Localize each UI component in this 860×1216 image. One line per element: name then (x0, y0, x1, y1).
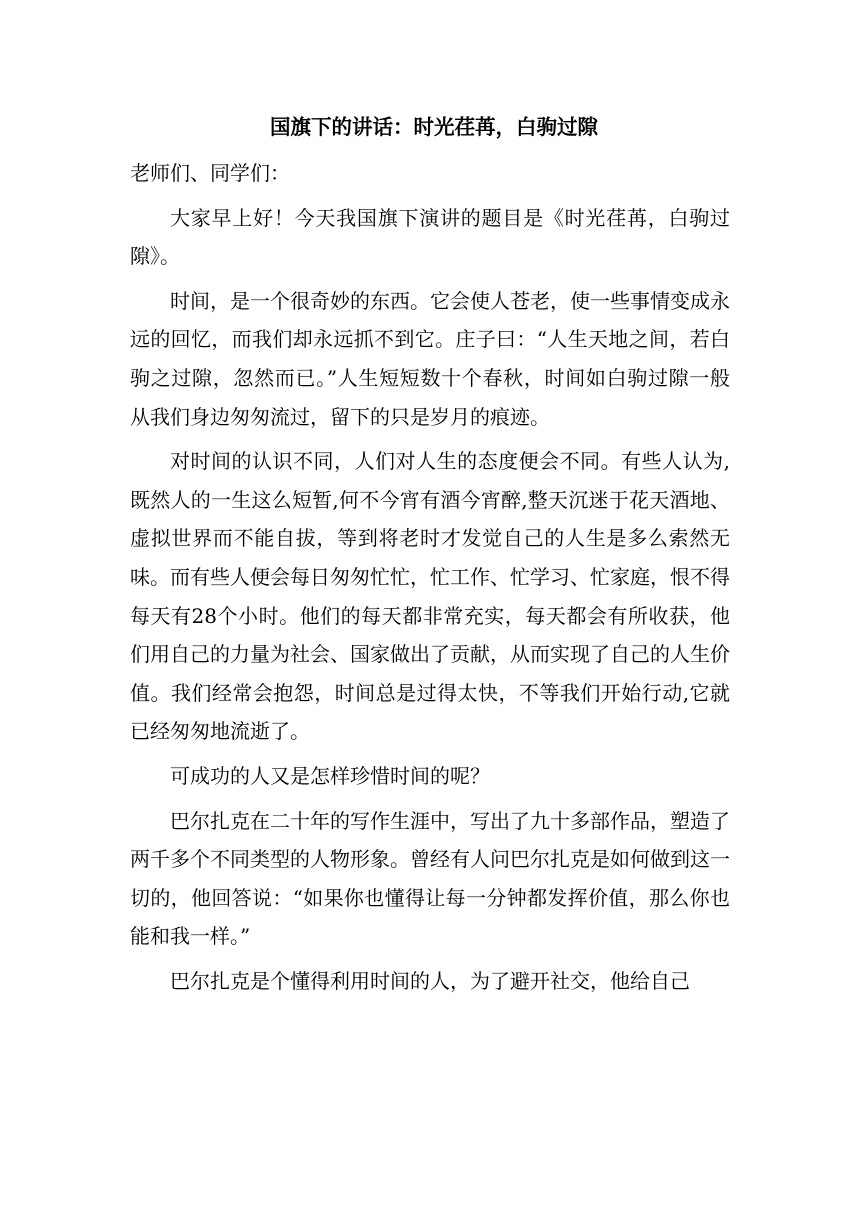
paragraph-balzac-continued: 巴尔扎克是个懂得利用时间的人，为了避开社交，他给自己 (170, 968, 690, 993)
paragraph-balzac: 巴尔扎克在二十年的写作生涯中，写出了九十多部作品，塑造了两千多个不同类型的人物形象。曾经有人问巴尔扎克是如何做到这一切的，他回答说：“如果你也懂得让每一分钟都发挥价值，那么你也能和我一样。” (130, 808, 730, 949)
paragraph-question: 可成功的人又是怎样珍惜时间的呢？ (170, 763, 490, 788)
salutation: 老师们、同学们： (130, 161, 290, 185)
paragraph-greeting: 大家早上好！今天我国旗下演讲的题目是《时光荏苒，白驹过隙》。 (130, 205, 730, 269)
document-body (130, 106, 730, 1006)
paragraph-attitude: 对时间的认识不同，人们对人生的态度便会不同。有些人认为,既然人的一生这么短暂,何不今宵有酒今宵醉,整天沉迷于花天酒地、虚拟世界而不能自拔，等到将老时才发觉自己的人生是多么索然无味。而有些人便会每日匆匆忙忙，忙工作、忙学习、忙家庭，恨不得每天有28个小时。他们的每天都非常充实，每天都会有所收获，他们用自己的力量为社会、国家做出了贡献，从而实现了自己的人生价值。我们经常会抱怨，时间总是过得太快，不等我们开始行动,它就已经匆匆地流逝了。 (130, 449, 730, 744)
document-title: 国旗下的讲话：时光荏苒，白驹过隙 (270, 115, 598, 139)
paragraph-time: 时间，是一个很奇妙的东西。它会使人苍老，使一些事情变成永远的回忆，而我们却永远抓不到它。庄子曰：“人生天地之间，若白驹之过隙，忽然而已。”人生短短数十个春秋，时间如白驹过隙一般从我们身边匆匆流过，留下的只是岁月的痕迹。 (130, 288, 730, 429)
